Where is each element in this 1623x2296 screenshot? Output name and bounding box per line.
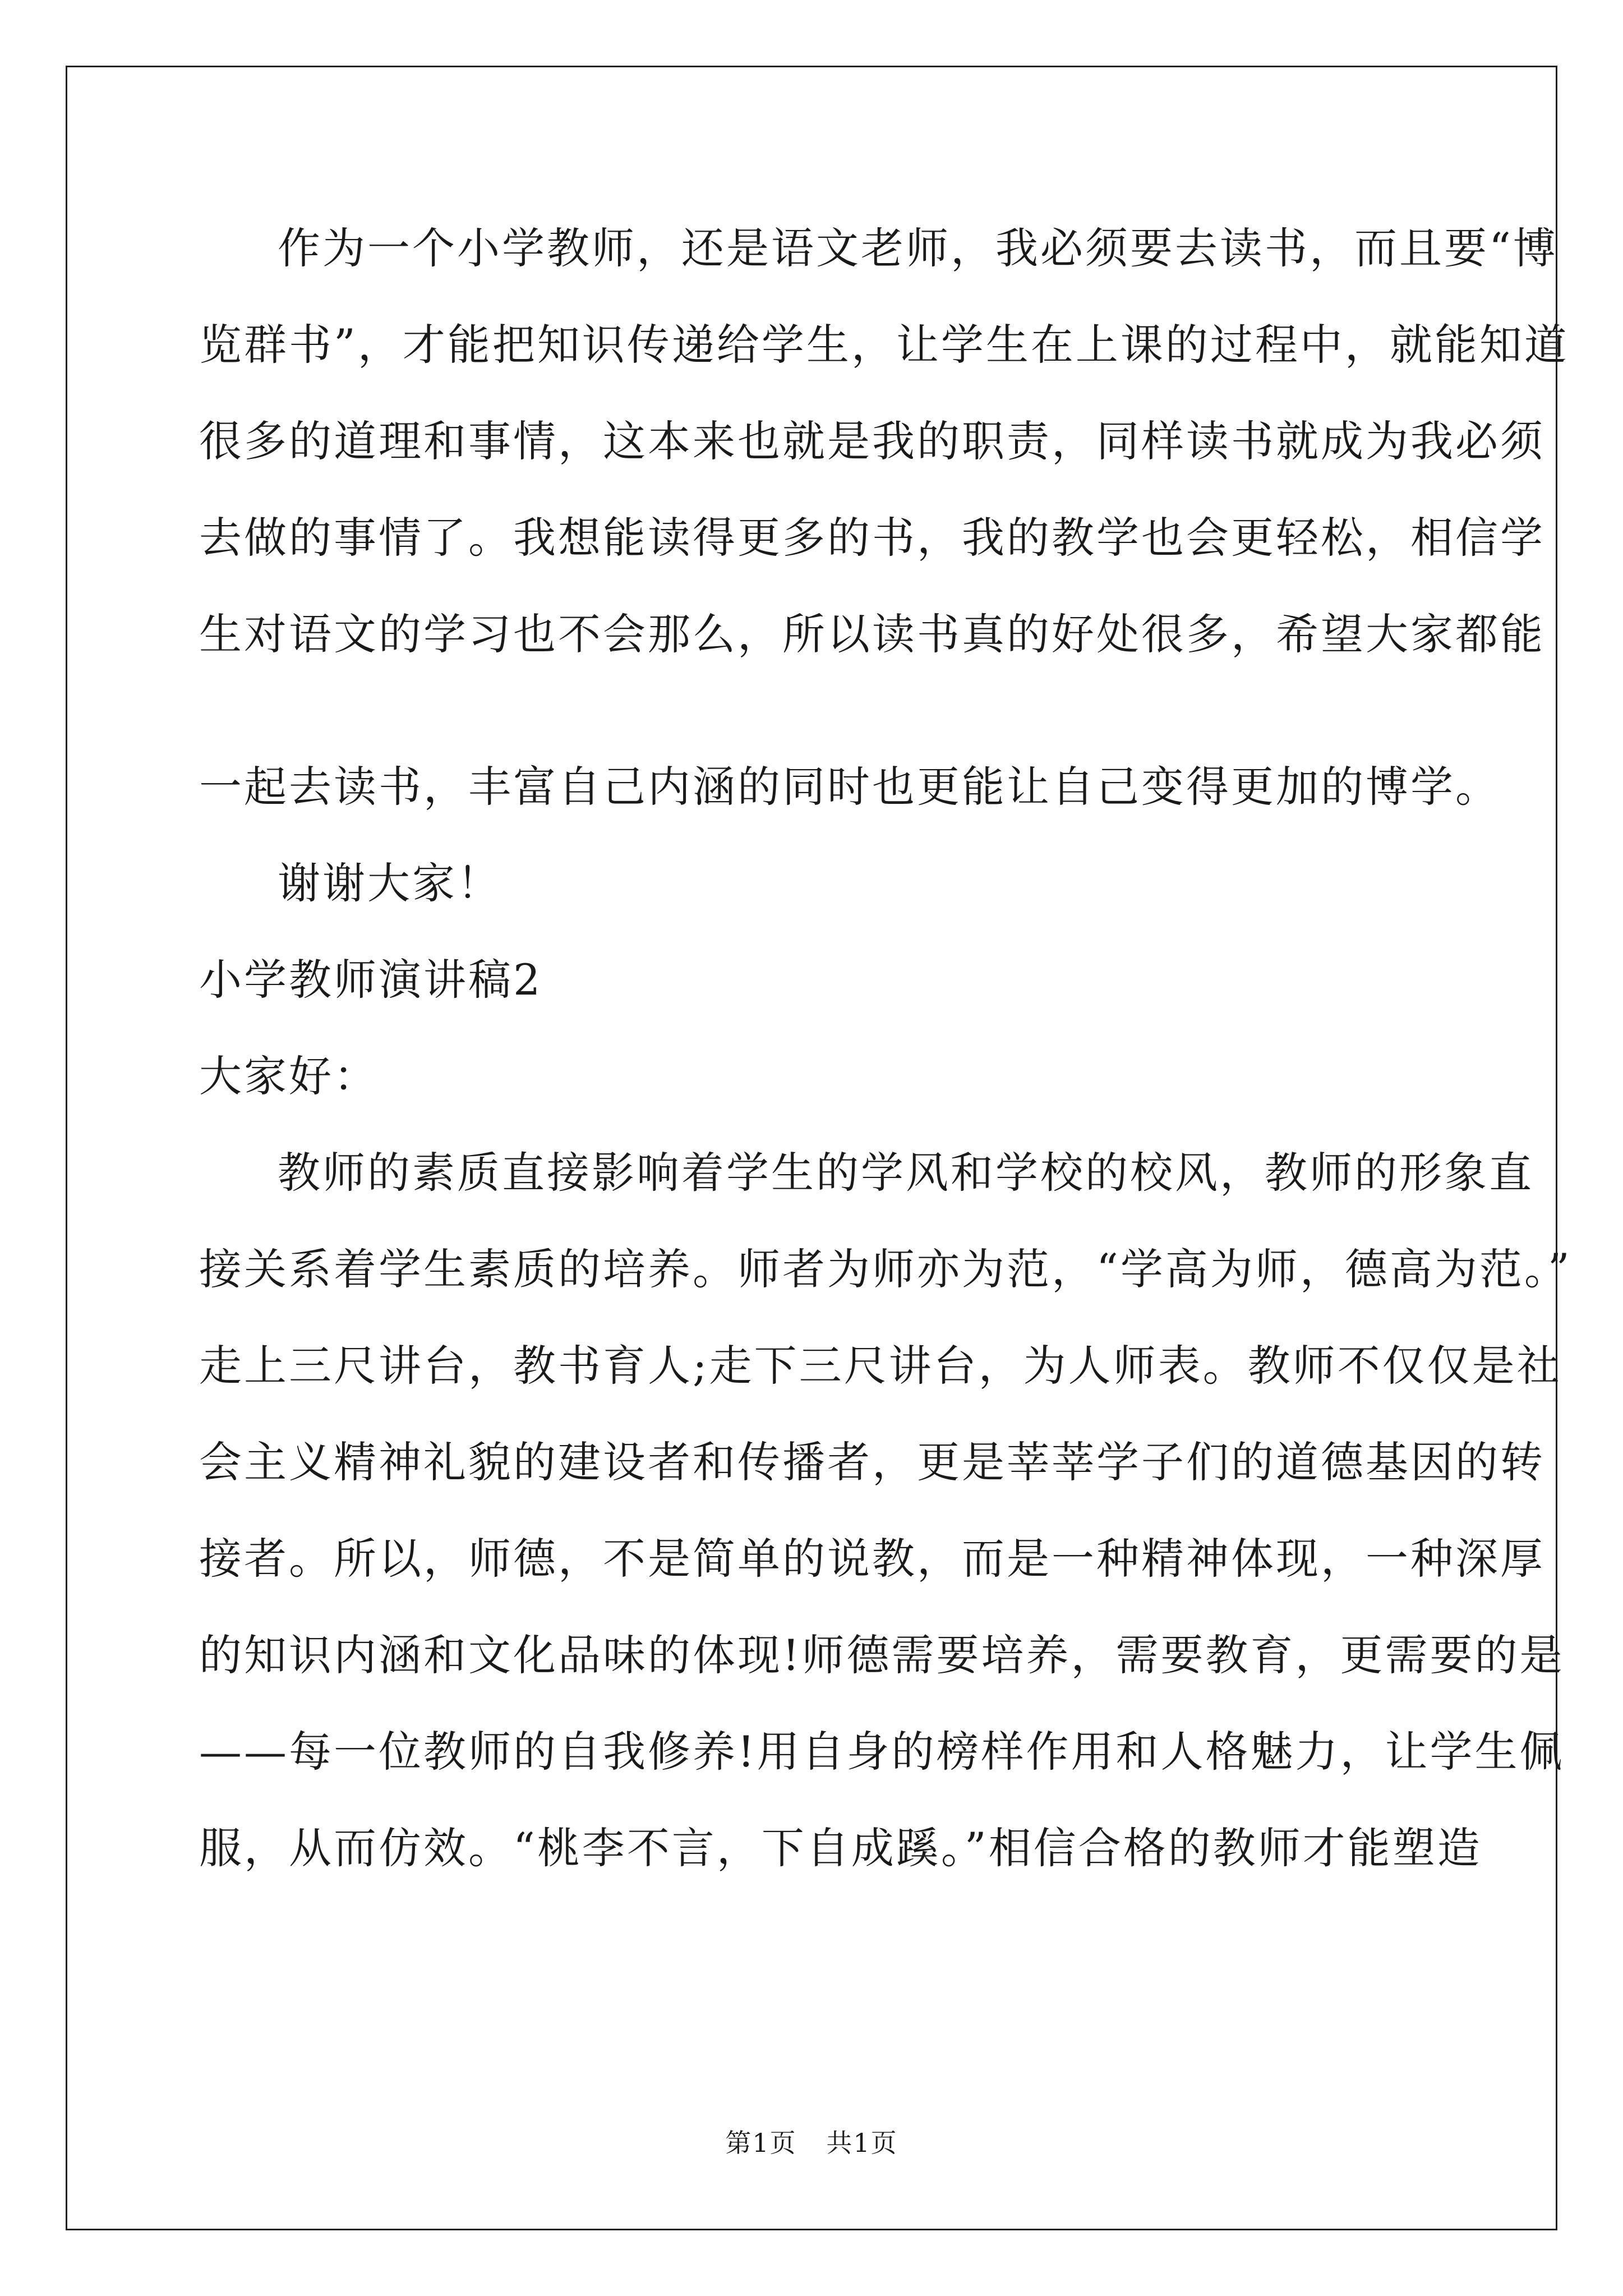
paragraph-line: ——每一位教师的自我修养!用自身的榜样作用和人格魅力，让学生佩 xyxy=(199,1727,1565,1777)
paragraph-line: 去做的事情了。我想能读得更多的书，我的教学也会更轻松，相信学 xyxy=(199,513,1545,563)
paragraph-line: 走上三尺讲台，教书育人;走下三尺讲台，为人师表。教师不仅仅是社 xyxy=(199,1341,1562,1391)
paragraph-line: 作为一个小学教师，还是语文老师，我必须要去读书，而且要“博 xyxy=(278,223,1558,273)
paragraph-line: 一起去读书，丰富自己内涵的同时也更能让自己变得更加的博学。 xyxy=(199,762,1500,812)
paragraph-line: 教师的素质直接影响着学生的学风和学校的校风，教师的形象直 xyxy=(278,1148,1534,1198)
paragraph-line: 接者。所以，师德，不是简单的说教，而是一种精神体现，一种深厚 xyxy=(199,1534,1545,1584)
paragraph-line: 服，从而仿效。“桃李不言，下自成蹊。”相信合格的教师才能塑造 xyxy=(199,1823,1482,1873)
section-title: 小学教师演讲稿2 xyxy=(199,955,543,1005)
paragraph-line: 生对语文的学习也不会那么，所以读书真的好处很多，希望大家都能 xyxy=(199,609,1545,659)
page-number: 第1页 xyxy=(725,2128,797,2158)
greeting-line: 大家好： xyxy=(199,1051,379,1101)
page-footer xyxy=(0,2126,1623,2160)
paragraph-line: 览群书”，才能把知识传递给学生，让学生在上课的过程中，就能知道 xyxy=(199,320,1569,370)
paragraph-line: 会主义精神礼貌的建设者和传播者，更是莘莘学子们的道德基因的转 xyxy=(199,1437,1545,1487)
closing-line: 谢谢大家！ xyxy=(278,858,502,908)
page-total: 共1页 xyxy=(826,2128,898,2158)
paragraph-line: 的知识内涵和文化品味的体现!师德需要培养，需要教育，更需要的是 xyxy=(199,1630,1565,1680)
paragraph-line: 接关系着学生素质的培养。师者为师亦为范，“学高为师，德高为范。” xyxy=(199,1244,1572,1294)
paragraph-line: 很多的道理和事情，这本来也就是我的职责，同样读书就成为我必须 xyxy=(199,416,1545,466)
